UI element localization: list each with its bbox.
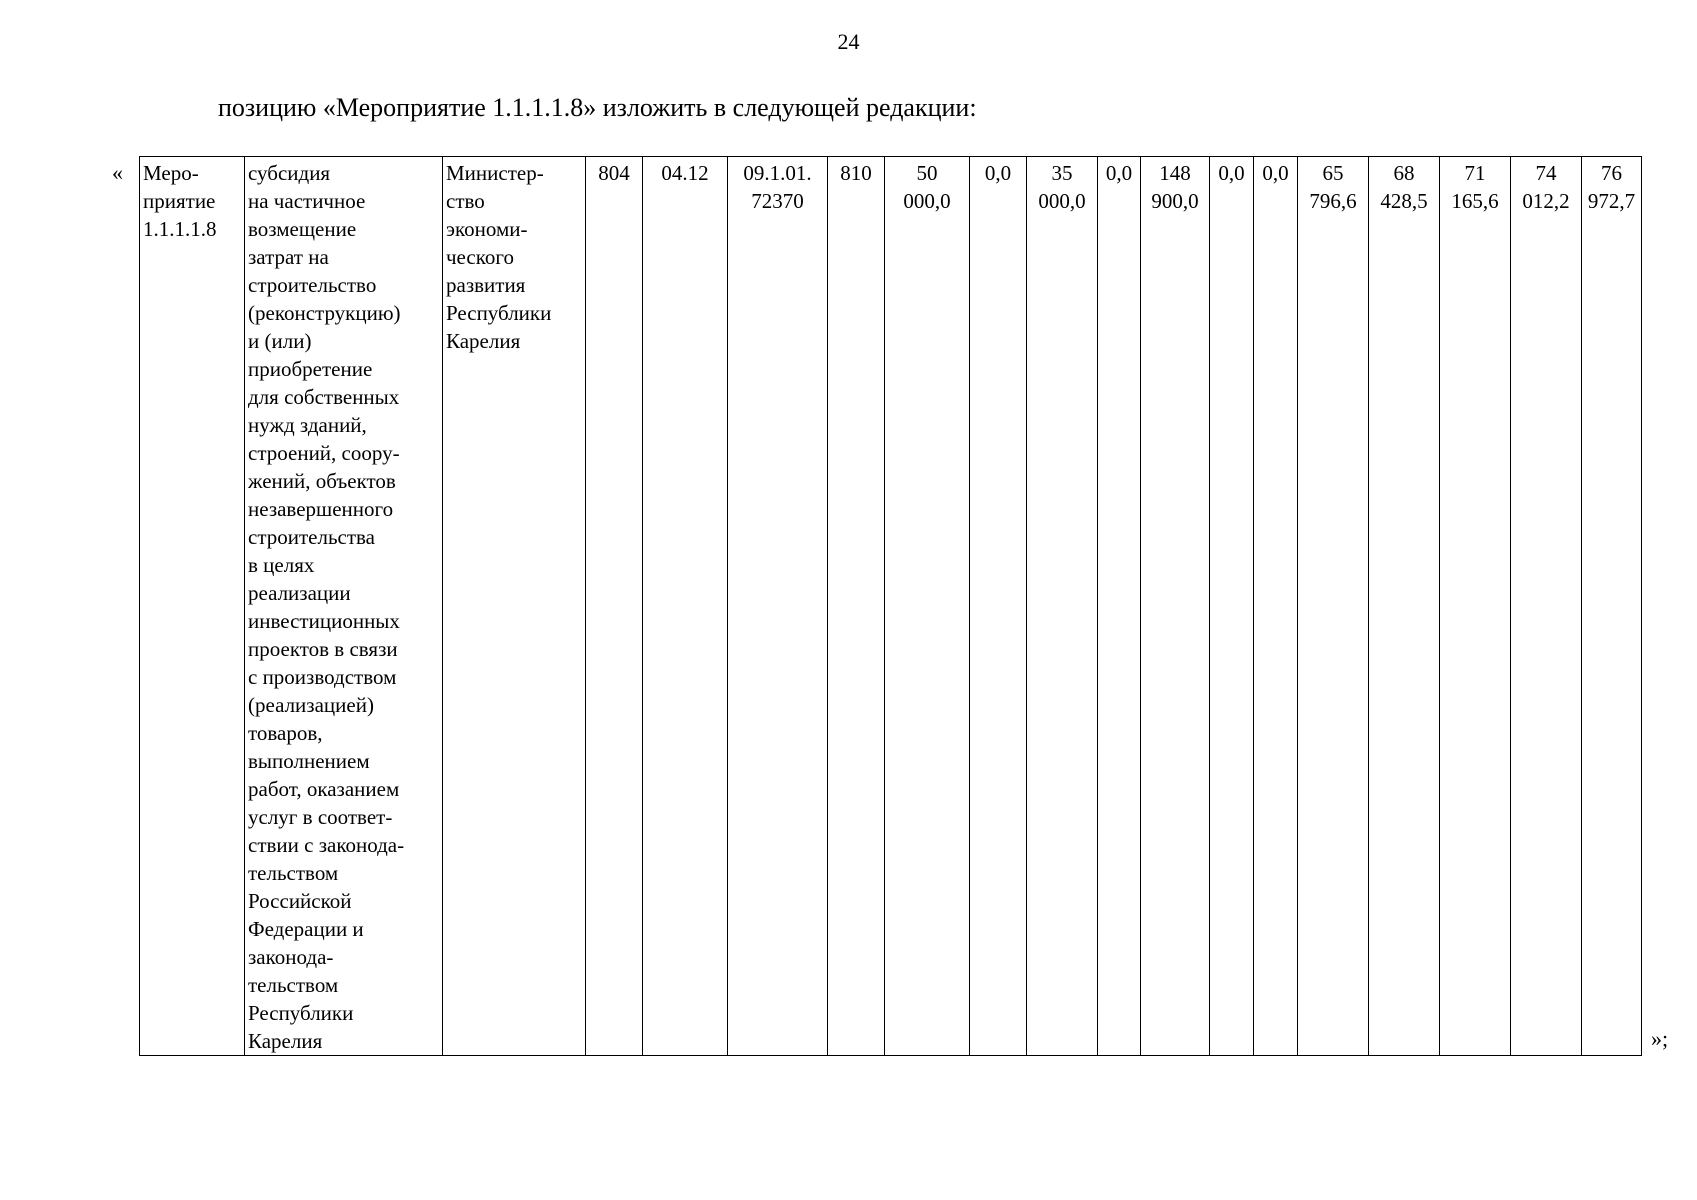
amount-cell bbox=[1440, 157, 1511, 1056]
amount-cell bbox=[885, 157, 970, 1056]
target-article-code: 09.1.01. 72370 bbox=[743, 161, 812, 213]
amount-value: 76 972,7 bbox=[1587, 161, 1636, 213]
target-article-cell bbox=[728, 157, 828, 1056]
open-quote: « bbox=[112, 160, 123, 185]
amount-value: 0,0 bbox=[1105, 161, 1133, 185]
grbs-cell bbox=[586, 157, 643, 1056]
page-number: 24 bbox=[837, 29, 860, 54]
amount-value: 148 900,0 bbox=[1151, 161, 1199, 213]
amount-value: 71 165,6 bbox=[1451, 161, 1499, 213]
amount-cell bbox=[1027, 157, 1098, 1056]
section-cell bbox=[643, 157, 728, 1056]
description-cell bbox=[245, 157, 443, 1056]
amount-value: 50 000,0 bbox=[903, 161, 951, 213]
grbs-code: 804 bbox=[598, 161, 630, 185]
amount-cell bbox=[1511, 157, 1582, 1056]
amount-value: 0,0 bbox=[1218, 161, 1245, 185]
amount-cell bbox=[1210, 157, 1254, 1056]
amount-cell bbox=[1141, 157, 1210, 1056]
amount-cell bbox=[1582, 157, 1642, 1056]
amount-value: 68 428,5 bbox=[1380, 161, 1428, 213]
amount-cell bbox=[1298, 157, 1369, 1056]
amount-cell bbox=[1098, 157, 1141, 1056]
description: субсидия на частичное возмещение затрат на строительство (реконструкцию) и (или) приобретение для собственных нужд зданий, строений, соору- жений, объектов незавершенного строительства в целях реализации инвестиционных проектов в связи с производством (реализацией) товаров, выполнением работ, оказанием услуг в соответ- ствии с законода- тельством Российской Федерации и законода- тельством Республики Карелия bbox=[248, 161, 405, 1053]
expense-type-code: 810 bbox=[840, 161, 872, 185]
amount-cell bbox=[1254, 157, 1298, 1056]
expense-type-cell bbox=[828, 157, 885, 1056]
table-row bbox=[140, 157, 1642, 1056]
amount-value: 0,0 bbox=[984, 161, 1012, 185]
measure-name-cell bbox=[140, 157, 245, 1056]
amount-cell bbox=[970, 157, 1027, 1056]
amount-value: 74 012,2 bbox=[1522, 161, 1570, 213]
section-code: 04.12 bbox=[661, 161, 709, 185]
amount-value: 35 000,0 bbox=[1038, 161, 1086, 213]
responsible-executor: Министер- ство экономи- ческого развития Республики Карелия bbox=[446, 161, 552, 353]
intro-text: позицию «Мероприятие 1.1.1.1.8» изложить в следующей редакции: bbox=[218, 93, 977, 122]
amount-value: 0,0 bbox=[1262, 161, 1289, 185]
measure-table bbox=[139, 156, 1642, 1056]
amount-cell bbox=[1369, 157, 1440, 1056]
amount-value: 65 796,6 bbox=[1309, 161, 1357, 213]
measure-name: Меро- приятие 1.1.1.1.8 bbox=[143, 161, 217, 241]
responsible-cell bbox=[443, 157, 586, 1056]
close-quote: »; bbox=[1651, 1026, 1669, 1051]
